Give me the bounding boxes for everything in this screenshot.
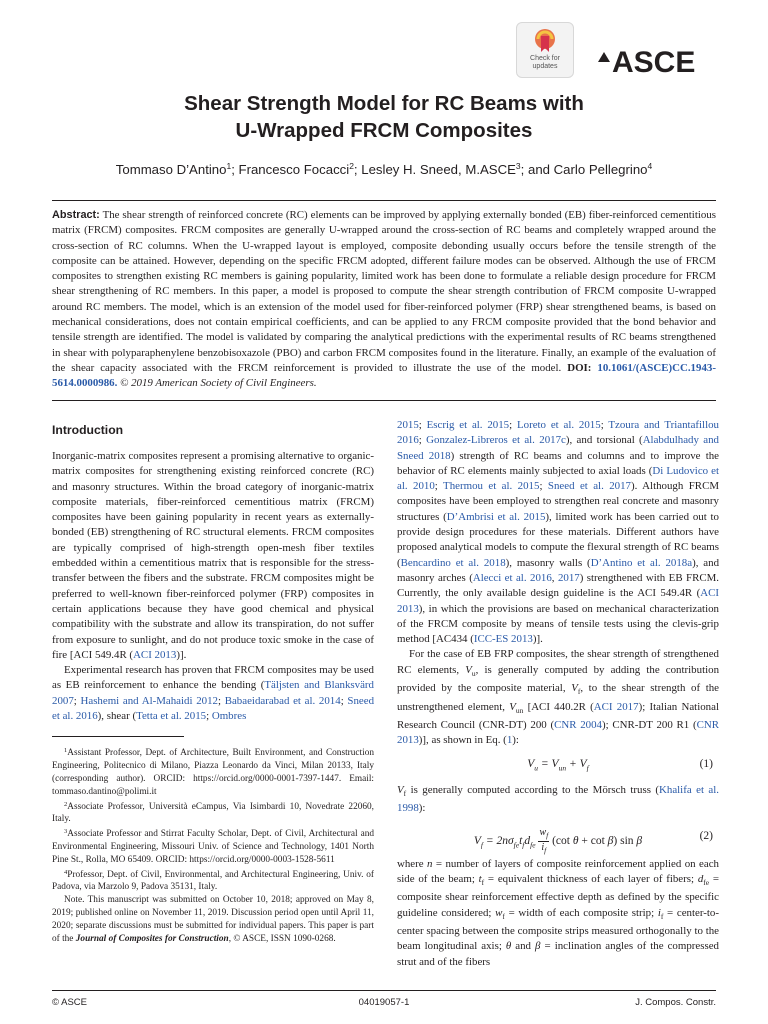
abstract [52, 208, 716, 392]
equation-1: $V_u = V_{un} + V_f$ (1) [527, 757, 713, 773]
section-heading-introduction: Introduction [52, 423, 124, 437]
right-paragraph-3: $V_f$ is generally computed according to the Mörsch truss (Khalifa et al. 1998): [397, 783, 719, 815]
abstract-label: Abstract: [52, 209, 100, 221]
article-title: Shear Strength Model for RC Beams with U-Wrapped FRCM Composites [184, 92, 584, 142]
footnote-2: $^2$Associate Professor, Università eCampus, Via Isimbardi 10, Novedrate 22060, Italy. [52, 800, 374, 825]
footer-copyright: © ASCE [52, 997, 87, 1008]
abstract-bottom-rule [52, 400, 716, 401]
footnote-1: $^1$Assistant Professor, Dept. of Architecture, Built Environment, and Construction Engineering, Politecnico di Milano, Piazza Leonardo da Vinci, Milan 20133, Italy (corresponding author). ORCID: https://orcid.org/0000-0001-7397-1447. Email: tommaso.dantino@polimi.it [52, 747, 374, 797]
right-paragraph-2: For the case of EB FRP composites, the shear strength of strengthened RC elements, $V_u$, is generally computed by adding the contribution provided by the composite material, $V_f$, to the shear strength of the unstrengthened element, $V_{un}$ [ACI 440.2R (ACI 2017); Italian National Research Council (CNR-DT) 200 (CNR 2004); CNR-DT 200 R1 (CNR 2013)], as shown in Eq. (1): [397, 648, 720, 747]
left-column [52, 418, 374, 945]
doi-label: DOI: [567, 361, 592, 374]
equation-2: $V_f = 2n\sigma_{fe}t_fd_{fe}$ $\frac{w_f}{i_f}$ (cot θ + cot β) sin β (2) [473, 826, 713, 855]
badge-label: Check for updates [530, 55, 560, 70]
right-paragraph-4: where n = number of layers of composite reinforcement applied on each side of the beam; $t_f$ = equivalent thickness of each layer of fibers; $d_{fe}$ = composite shear reinforcement effective depth as defined by the specific guideline considered; $w_f$ = width of each composite strip; $i_f$ = center-to-center spacing between the composite strips measured orthogonally to the beam longitudinal axis; θ and β = inclination angles of the compressed strut and of the fibers [397, 857, 720, 968]
author-list: Tommaso D’Antino$^1$; Francesco Focacci$^2$; Lesley H. Sneed, M.ASCE$^3$; and Carlo Pellegrino$^4$ [115, 161, 653, 177]
logo-text: ASCE [612, 46, 696, 78]
footnote-3: $^3$Associate Professor and Stirrat Faculty Scholar, Dept. of Civil, Architectural and Environmental Engineering, Missouri Univ. of Science and Technology, 1401 North Pine St., Rolla, MO 65409. ORCID: https://orcid.org/0000-0003-1528-5611 [52, 828, 374, 865]
doi-link[interactable]: 10.1061/(ASCE)CC.1943-5614.0000986. [52, 361, 716, 390]
equation-number: (2) [699, 829, 713, 842]
intro-paragraph-1: Inorganic-matrix composites represent a promising alternative to organic-matrix composites for strengthening existing reinforced concrete (RC) and masonry structures. Within the broad category of inorganic-matrix composite materials, fiber-reinforced cementitious matrix (FRCM) composites have been gaining popularity in recent years as externally-bonded (EB) strengthening of RC structural elements. FRCM composites are typically comprised of high-strength open-mesh fiber textiles embedded within a cementitious matrix that is responsible for the stress-transfer between the fibers and the substrate. FRCM composites might be preferred to well-known fiber-reinforced polymer (FRP) composites in certain applications because they have good chemical and physical compatibility with the substrate and allow its transpiration, do not suffer from exposure to sunlight, and do not produce toxic smoke in the case of fire [ACI 549.4R (ACI 2013)]. [52, 450, 374, 661]
footnote-rule [52, 736, 184, 737]
footer-page-id: 04019057-1 [358, 997, 410, 1008]
right-paragraph-1: 2015; Escrig et al. 2015; Loreto et al. 2015; Tzoura and Triantafillou 2016; Gonzalez-Libreros et al. 2017c), and torsional (Alabdulhady and Sneed 2018) strength of RC beams and columns and to improve the behavior of RC elements mainly subjected to axial loads (Di Ludovico et al. 2010; Thermou et al. 2015; Sneed et al. 2017). Although FRCM composites have been employed to strengthen real concrete and masonry structures (D’Ambrisi et al. 2015), limited work has been carried out to provide design procedures for these materials. Different authors have proposed analytical models to compute the flexural strength of RC beams (Bencardino et al. 2018), masonry walls (D’Antino et al. 2018a), and masonry arches (Alecci et al. 2016, 2017) strengthened with EB FRCM. Currently, the only available design guideline is the ACI 549.4R (ACI 2013), in which the provisions are based on mechanical characterization of the FRCM composite by means of tensile tests using the clevis-grip method [AC434 (ICC-ES 2013)]. [397, 419, 720, 646]
abstract-body: The shear strength of reinforced concrete (RC) elements can be improved by applying externally bonded (EB) fiber-reinforced cementitious matrix (FRCM) composites. FRCM composites are generally U-wrapped around the cross-section of RC beams and completely wrapped around the cross-section of RC columns. When the U-wrapped layout is employed, composite debonding usually occurs before the tensile strength of the composite can be attained. However, depending on the specific FRCM adopted, different failure modes can be observed. Although the use of FRCM composites to strengthen existing RC members is gaining popularity, limited work has been done to formulate a reliable design procedure for FRCM shear strengthening of RC members. In this paper, a model is proposed to compute the shear strength contribution of FRCM composite U-wrapped around RC members. The model, which is an extension of the model used for fiber-reinforced polymer (FRP) shear strengthened beams, is based on mechanical considerations, does not contain empirical coefficients, and can be applied to any FRCM composite provided that the bond behavior and tensile strength are identified. The model is validated by comparing the analytical predictions with the experimental results of RC beams strengthened in shear with polyparaphenylene benzobisoxazole (PBO) and carbon FRCM composites found in the literature. Finally, an example of the evaluation of the shear capacity associated with the FRCM reinforcement is provided to illustrate the use of the model. [52, 209, 716, 374]
abstract-top-rule [52, 200, 716, 201]
manuscript-note: Note. This manuscript was submitted on October 10, 2018; approved on May 8, 2019; published online on November 11, 2019. Discussion period open until April 11, 2020; separate discussions must be submitted for individual papers. This paper is part of the Journal of Composites for Construction, © ASCE, ISSN 1090-0268. [52, 895, 374, 944]
asce-logo[interactable] [596, 38, 716, 78]
footnote-4: $^4$Professor, Dept. of Civil, Environmental, and Architectural Engineering, Univ. of Padova, via Marzolo 9, Padova 35131, Italy. [52, 868, 374, 893]
intro-paragraph-2: Experimental research has proven that FRCM composites may be used as EB reinforcement to enhance the bending (Täljsten and Blanksvärd 2007; Hashemi and Al-Mahaidi 2012; Babaeidarabad et al. 2014; Sneed et al. 2016), shear (Tetta et al. 2015; Ombres [52, 664, 375, 723]
footer-journal: J. Compos. Constr. [635, 997, 716, 1008]
check-for-updates-badge[interactable] [516, 22, 574, 78]
right-column [397, 418, 719, 970]
copyright: © 2019 American Society of Civil Engineers. [120, 377, 317, 390]
bookmark-icon [534, 28, 556, 54]
equation-number: (1) [699, 757, 713, 770]
footer-rule [52, 990, 716, 991]
